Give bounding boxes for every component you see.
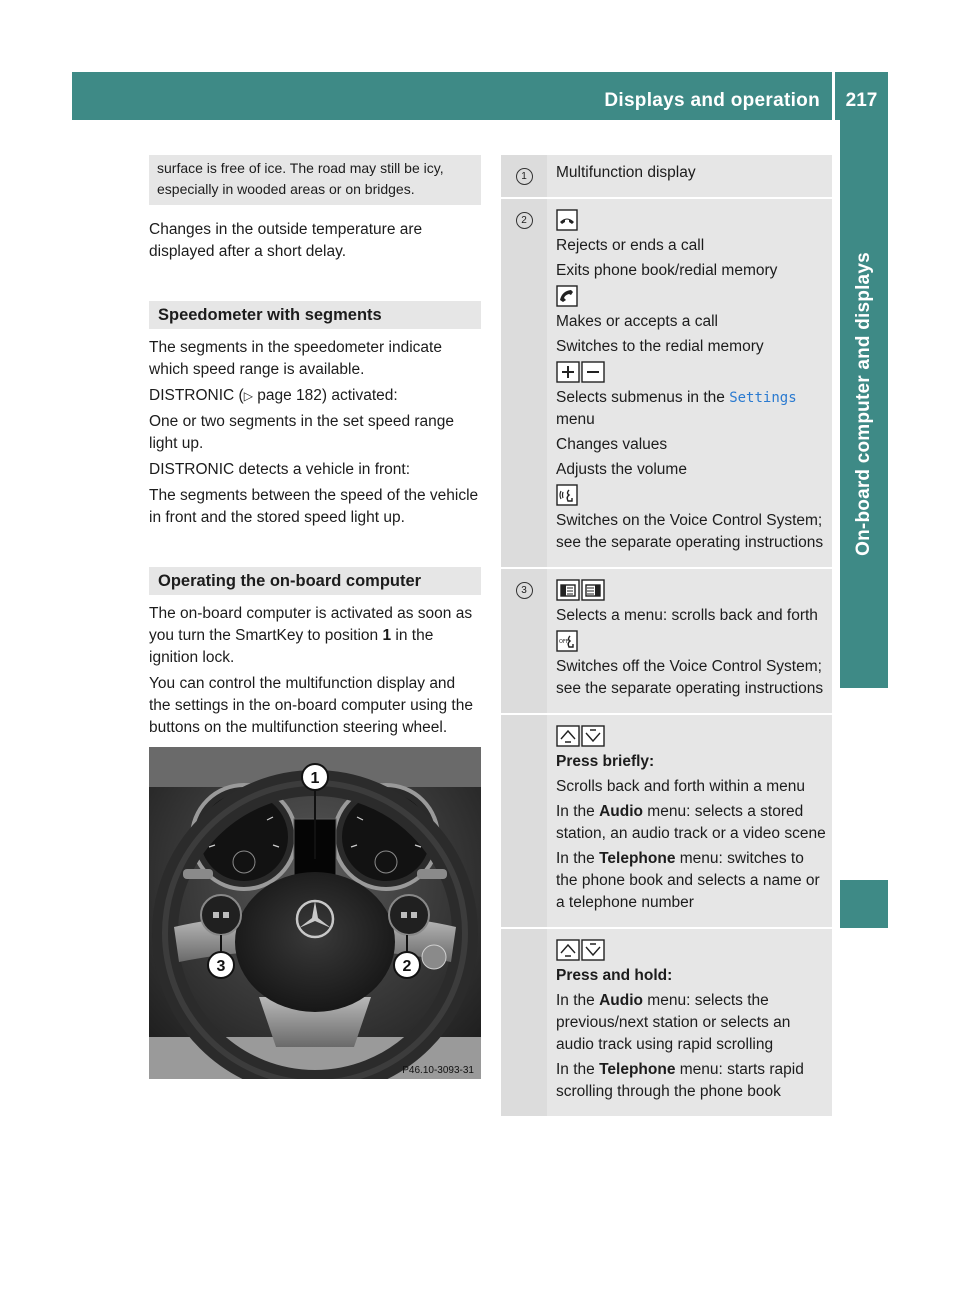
temperature-paragraph: Changes in the outside temperature are displayed after a short delay. bbox=[149, 221, 423, 260]
callout-number: 1 bbox=[516, 168, 533, 185]
page-header-title: Displays and operation bbox=[604, 90, 820, 111]
press-and-hold-title bbox=[556, 965, 828, 987]
obc-paragraph-1 bbox=[149, 603, 481, 669]
text: Telephone bbox=[599, 850, 676, 867]
text: in the ignition lock. bbox=[149, 627, 434, 666]
button-function-table bbox=[501, 155, 832, 1116]
row-number-cell bbox=[501, 928, 547, 1116]
text: In the bbox=[556, 992, 600, 1009]
chapter-marker-box bbox=[840, 880, 888, 928]
text: Selects submenus in the bbox=[556, 389, 730, 406]
heading-operating-obc: Operating the on-board computer bbox=[149, 567, 481, 595]
text: In the bbox=[556, 1061, 600, 1078]
audio-line bbox=[556, 801, 828, 845]
position-number: 1 bbox=[382, 627, 392, 644]
speed-paragraph-5: The segments between the speed of the vehicle in front and the stored speed light up. bbox=[149, 487, 479, 526]
voice-off-icon bbox=[556, 630, 828, 652]
speed-paragraph-2 bbox=[149, 385, 481, 407]
speed-paragraph-1: The segments in the speedometer indicate which speed range is available. bbox=[149, 339, 442, 378]
table-row bbox=[501, 714, 832, 928]
row-text-cell bbox=[547, 928, 832, 1116]
obc-paragraph-2: You can control the multifunction display and the settings in the on-board computer using the buttons on the multifunction steering wheel. bbox=[149, 675, 473, 736]
table-row bbox=[501, 568, 832, 714]
speed-paragraph-4: DISTRONIC detects a vehicle in front: bbox=[149, 461, 411, 478]
table-row bbox=[501, 198, 832, 568]
row-number-cell bbox=[501, 568, 547, 714]
text: Scrolls back and forth within a menu bbox=[556, 778, 805, 795]
up-down-arrows-icon bbox=[556, 939, 828, 961]
callout-number: 3 bbox=[516, 582, 533, 599]
row-text-cell bbox=[547, 568, 832, 714]
end-call-icon bbox=[556, 209, 828, 231]
text: menu: selects a stored station, an audio track or a video scene bbox=[556, 803, 826, 842]
plus-minus-icon bbox=[556, 361, 828, 383]
left-column bbox=[149, 155, 481, 1079]
accept-call-icon bbox=[556, 285, 828, 307]
audio-line bbox=[556, 990, 828, 1056]
text: menu: switches to the phone book and selects a name or a telephone number bbox=[556, 850, 820, 911]
text: Audio bbox=[599, 803, 643, 820]
callout-3: 3 bbox=[216, 958, 226, 975]
text: Rejects or ends a call bbox=[556, 237, 705, 254]
row-number-cell bbox=[501, 155, 547, 198]
table-row bbox=[501, 155, 832, 198]
text[interactable]: page 182) activated: bbox=[252, 387, 398, 404]
text: Selects a menu: scrolls back and forth bbox=[556, 607, 818, 624]
text: Makes or accepts a call bbox=[556, 313, 718, 330]
settings-line bbox=[556, 387, 828, 431]
text: Switches on the Voice Control System; see the separate operating instructions bbox=[556, 512, 824, 551]
text: Adjusts the volume bbox=[556, 461, 687, 478]
row-text-cell bbox=[547, 714, 832, 928]
page-number: 217 bbox=[845, 90, 878, 111]
text: In the bbox=[556, 850, 600, 867]
page-reference-arrow-icon: ▷ bbox=[243, 389, 253, 403]
row-number-cell bbox=[501, 198, 547, 568]
text: DISTRONIC ( bbox=[149, 387, 244, 404]
text: Press and hold: bbox=[556, 967, 673, 984]
row-text-cell bbox=[547, 155, 832, 198]
row-text-cell bbox=[547, 198, 832, 568]
text: The on-board computer is activated as soon as you turn the SmartKey to position bbox=[149, 605, 473, 644]
text: In the bbox=[556, 803, 600, 820]
voice-control-icon bbox=[556, 484, 828, 506]
text: Changes values bbox=[556, 436, 668, 453]
text: Switches off the Voice Control System; see the separate operating instructions bbox=[556, 658, 824, 697]
settings-menu-name: Settings bbox=[729, 390, 797, 406]
heading-speedometer-segments: Speedometer with segments bbox=[149, 301, 481, 329]
text: menu bbox=[556, 411, 595, 428]
telephone-line bbox=[556, 1059, 828, 1103]
text: Audio bbox=[599, 992, 643, 1009]
row-text: Multifunction display bbox=[556, 164, 696, 181]
row-number-cell bbox=[501, 714, 547, 928]
chapter-side-tab-label: On-board computer and displays bbox=[853, 252, 874, 556]
press-briefly-title bbox=[556, 751, 828, 773]
text: menu: selects the previous/next station or selects an audio track using rapid scrolling bbox=[556, 992, 791, 1053]
callout-1: 1 bbox=[310, 770, 320, 787]
menu-back-forward-icon bbox=[556, 579, 828, 601]
text: Exits phone book/redial memory bbox=[556, 262, 778, 279]
table-row bbox=[501, 928, 832, 1116]
figure-code: P46.10-3093-31 bbox=[402, 1065, 474, 1076]
telephone-line bbox=[556, 848, 828, 914]
svg-text:OFF: OFF bbox=[559, 639, 569, 645]
text: Press briefly: bbox=[556, 753, 655, 770]
steering-wheel-photo bbox=[149, 747, 481, 1079]
note-box: surface is free of ice. The road may still be icy, especially in wooded areas or on bridges. bbox=[149, 155, 481, 205]
text: Switches to the redial memory bbox=[556, 338, 764, 355]
callout-2: 2 bbox=[402, 958, 412, 975]
callout-number: 2 bbox=[516, 212, 533, 229]
speed-paragraph-3: One or two segments in the set speed range light up. bbox=[149, 413, 455, 452]
up-down-arrows-icon bbox=[556, 725, 828, 747]
text: Telephone bbox=[599, 1061, 676, 1078]
text: menu: starts rapid scrolling through the phone book bbox=[556, 1061, 804, 1100]
